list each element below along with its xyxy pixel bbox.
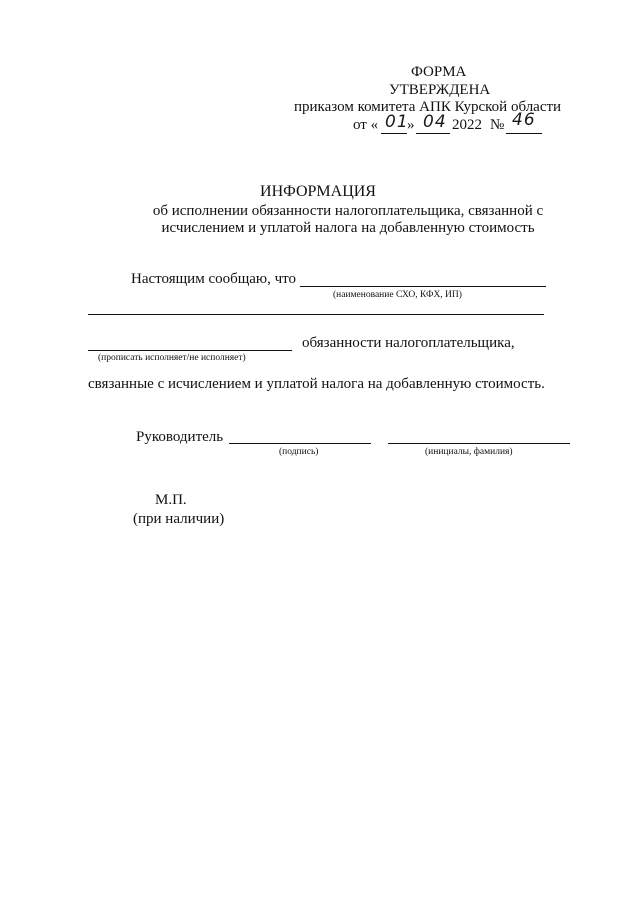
signature-hint: (подпись) <box>279 447 319 457</box>
date-mid: » <box>407 117 415 133</box>
title-subline-1: об исполнении обязанности налогоплательщика, связанной с <box>152 203 544 219</box>
day-underline <box>381 133 407 134</box>
handwritten-month: 04 <box>423 112 447 132</box>
approved-label: УТВЕРЖДЕНА <box>389 82 491 98</box>
number-sign: № <box>490 117 505 133</box>
stamp-label: М.П. <box>155 492 187 508</box>
org-name-field-continued[interactable] <box>88 314 544 315</box>
intro-text: Настоящим сообщаю, что <box>131 271 297 287</box>
initials-surname-hint: (инициалы, фамилия) <box>425 447 513 457</box>
form-label: ФОРМА <box>411 64 467 80</box>
month-underline <box>416 133 450 134</box>
handwritten-day: 01 <box>385 112 409 132</box>
title-subline-2: исчислением и уплатой налога на добавленную стоимость <box>161 220 535 236</box>
number-underline <box>506 133 542 134</box>
signature-field[interactable] <box>229 443 371 444</box>
initials-surname-field[interactable] <box>388 443 570 444</box>
order-label: приказом комитета АПК Курской области <box>294 99 562 115</box>
duties-text: обязанности налогоплательщика, <box>302 335 515 351</box>
handwritten-number: 46 <box>512 110 536 130</box>
year-label: 2022 <box>452 117 482 133</box>
executes-hint: (прописать исполняет/не исполняет) <box>98 353 246 363</box>
executes-field[interactable] <box>88 350 292 351</box>
stamp-if-any: (при наличии) <box>133 511 225 527</box>
head-label: Руководитель <box>136 429 224 445</box>
org-name-field[interactable] <box>300 286 546 287</box>
org-name-hint: (наименование СХО, КФХ, ИП) <box>333 290 462 300</box>
document-title: ИНФОРМАЦИЯ <box>260 183 376 200</box>
date-prefix: от « <box>353 117 379 133</box>
related-text: связанные с исчислением и уплатой налога на добавленную стоимость. <box>88 376 545 392</box>
